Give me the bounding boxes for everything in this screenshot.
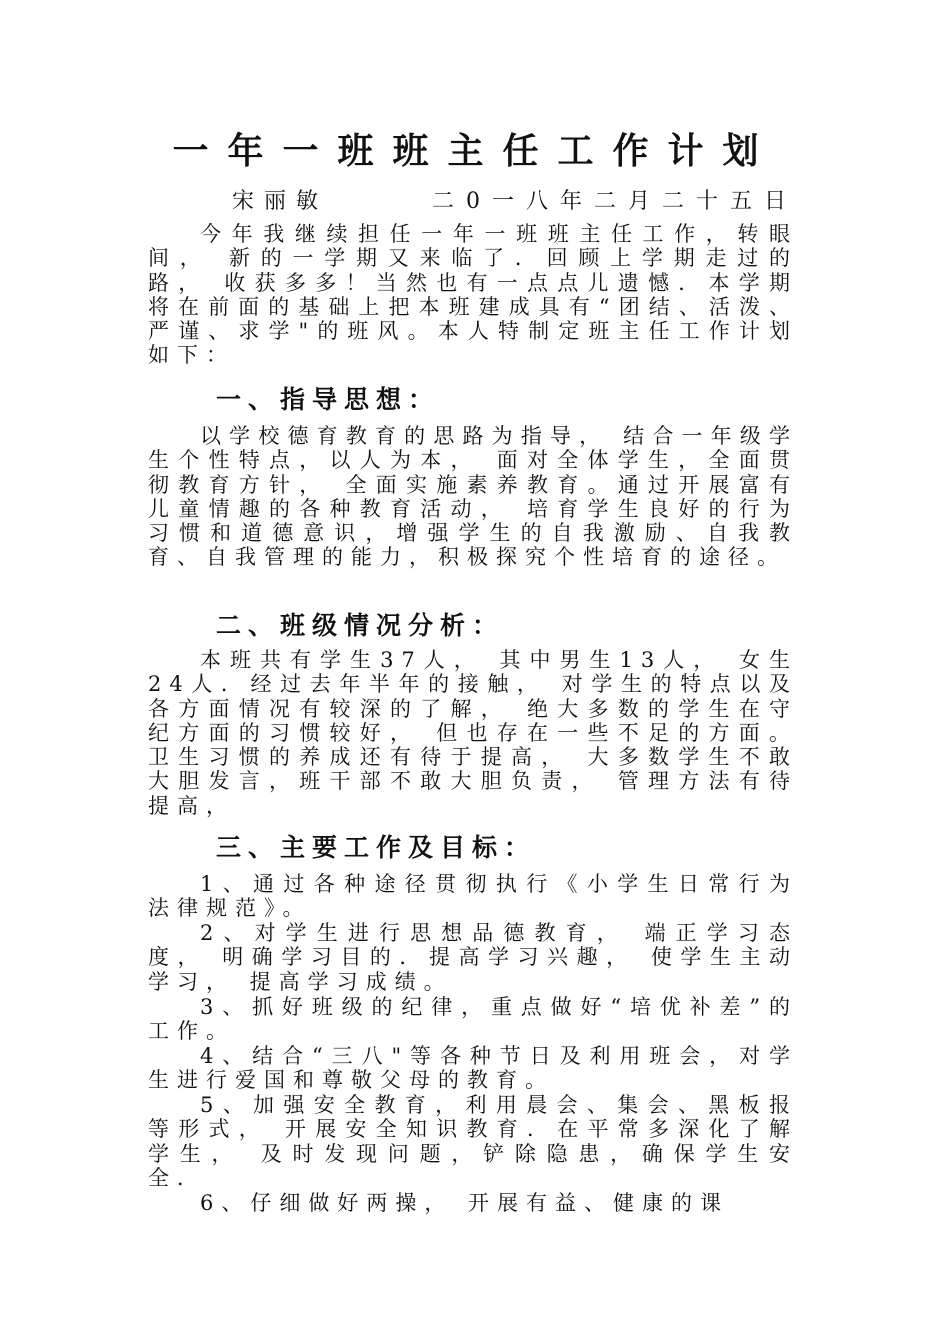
section-heading-class-analysis: 二、班级情况分析：	[216, 611, 505, 640]
section-body-guiding-thought: 以学校德育教育的思路为指导， 结合一年级学生个性特点，以人为本， 面对全体学生，全面贯彻教育方针， 全面实施素养教育。通过开展富有儿童情趣的各种教育活动， 培育学生良好的行为习惯和道德意识，增强学生的自我激励、自我教育、自我管理的能力，积极探究个性培育的途径。	[148, 424, 798, 570]
work-item-3: 3、抓好班级的纪律，重点做好“培优补差”的工作。	[148, 995, 798, 1044]
section-body-class-analysis: 本班共有学生37人， 其中男生13人， 女生24人．经过去年半年的接触， 对学生的特点以及各方面情况有较深的了解， 绝大多数的学生在守纪方面的习惯较好， 但也存在一些不足的方面。卫生习惯的养成还有待于提高， 大多数学生不敢大胆发言，班干部不敢大胆负责， 管理方法有待提高，	[148, 648, 798, 818]
work-item-4: 4、结合“三八"等各种节日及利用班会，对学生进行爱国和尊敬父母的教育。	[148, 1044, 798, 1093]
author-name: 宋丽敏	[232, 189, 329, 214]
work-item-2: 2、对学生进行思想品德教育， 端正学习态度， 明确学习目的．提高学习兴趣， 使学生主动学习， 提高学习成绩。	[148, 921, 798, 994]
section-heading-main-work: 三、主要工作及目标：	[216, 833, 537, 862]
intro-paragraph: 今年我继续担任一年一班班主任工作，转眼间， 新的一学期又来临了．回顾上学期走过的路， 收获多多！当然也有一点点儿遗憾．本学期将在前面的基础上把本班建成具有“团结、活泼、严谨、求学"的班风。本人特制定班主任工作计划如下：	[148, 222, 798, 368]
document-date: 二0一八年二月二十五日	[432, 189, 798, 214]
work-item-6: 6、仔细做好两操， 开展有益、健康的课	[200, 1191, 730, 1215]
work-item-1: 1、通过各种途径贯彻执行《小学生日常行为法律规范》。	[148, 872, 798, 921]
work-item-5: 5、加强安全教育，利用晨会、集会、黑板报等形式， 开展安全知识教育．在平常多深化了解学生， 及时发现问题，铲除隐患，确保学生安全．	[148, 1093, 798, 1190]
section-heading-guiding-thought: 一、指导思想：	[216, 385, 441, 414]
document-title: 一年一班班主任工作计划	[172, 131, 778, 172]
